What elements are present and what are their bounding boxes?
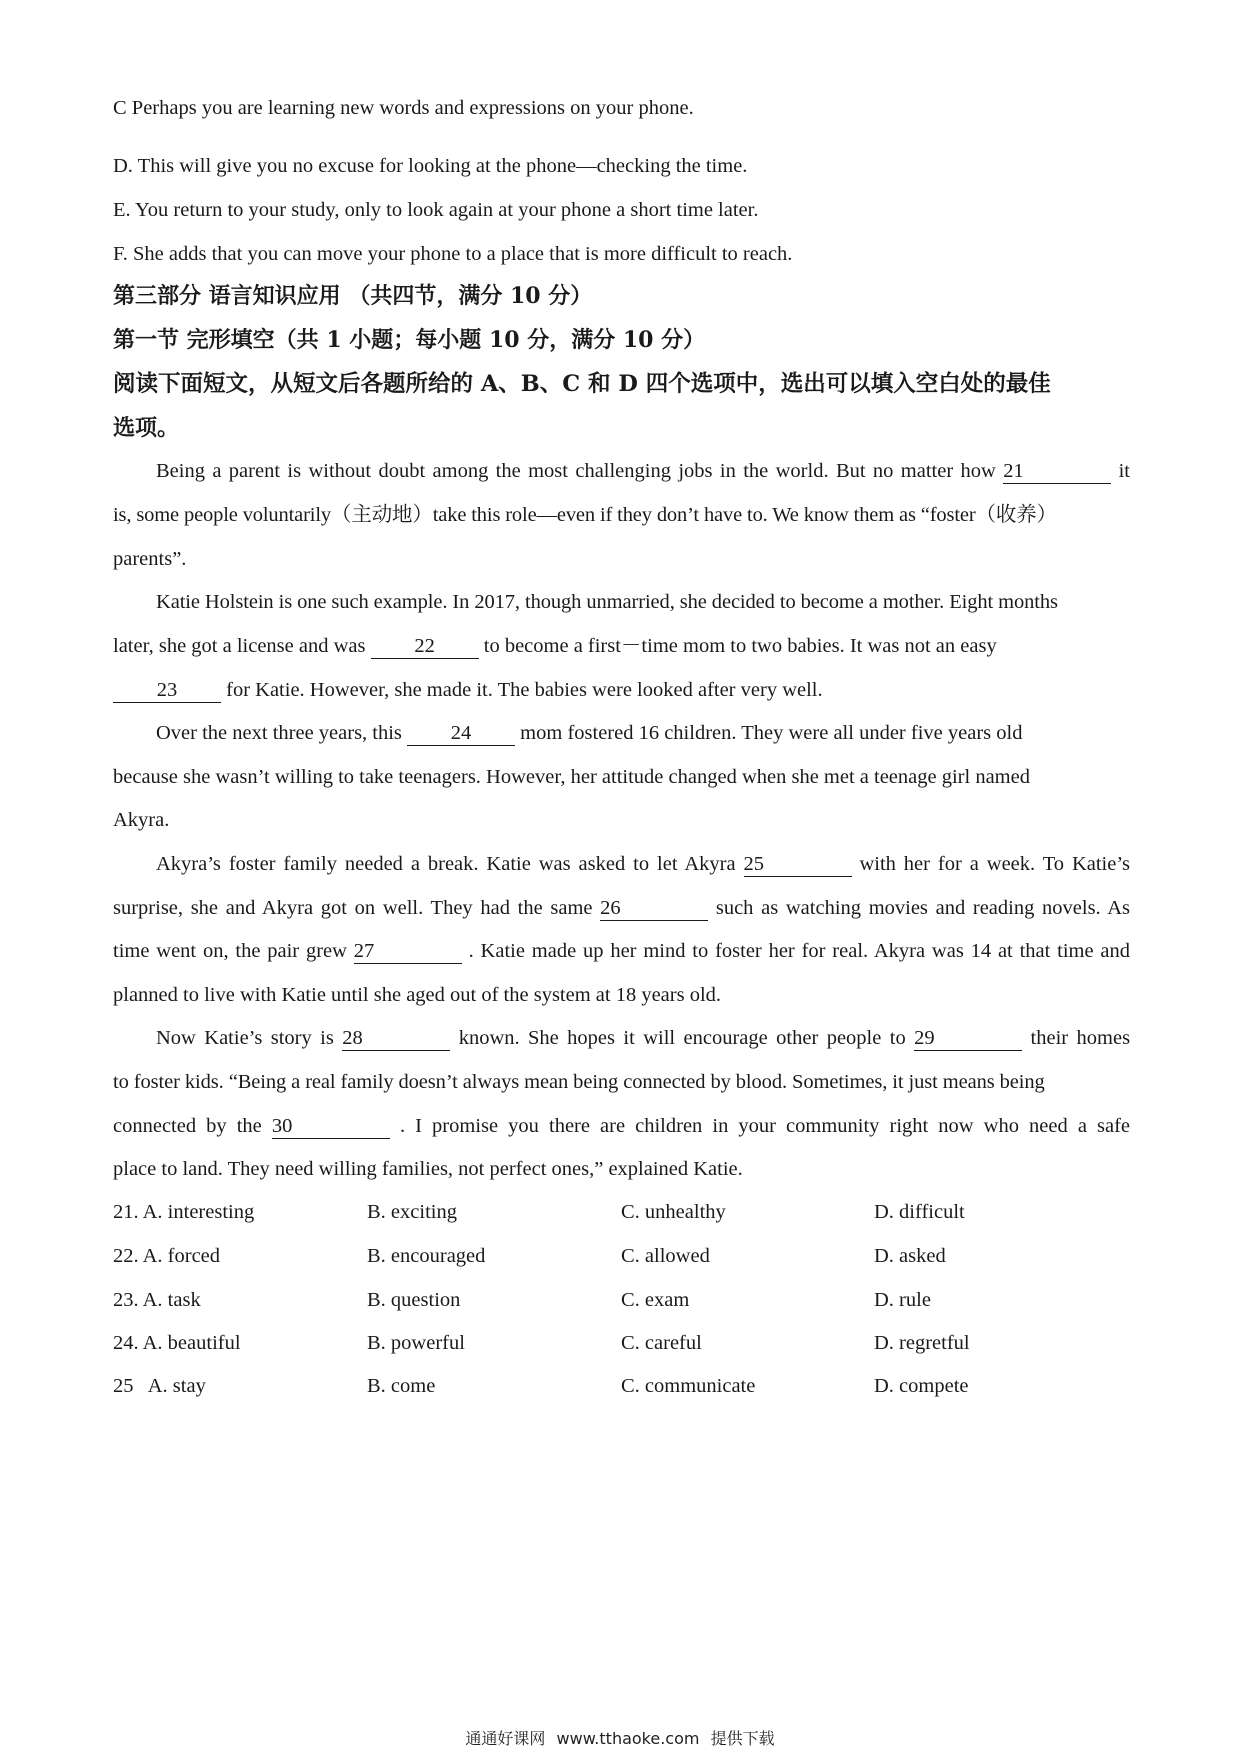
passage-text: connected by the: [113, 1115, 262, 1137]
passage-text: for Katie. However, she made it. The babies were looked after very well.: [226, 679, 823, 701]
section1-heading: 第一节 完形填空（共 1 小题；每小题 10 分，满分 10 分）: [113, 327, 706, 353]
choice-a: 21. A. interesting: [113, 1201, 255, 1223]
question-21: [113, 1198, 1133, 1226]
question-22: [113, 1242, 1133, 1270]
blank-26: 26: [600, 897, 708, 921]
passage-line: is, some people voluntarily（主动地）take this role—even if they don’t have to. We know them as “foster（收养）: [113, 504, 1057, 526]
choice-b: B. come: [367, 1375, 436, 1397]
page-footer: [0, 1726, 1240, 1749]
passage-text: to become a first－time mom to two babies. It was not an easy: [483, 635, 997, 657]
passage-text: it: [1118, 460, 1130, 482]
choice-a: 22. A. forced: [113, 1245, 221, 1267]
passage-line: because she wasn’t willing to take teenagers. However, her attitude changed when she met a teenage girl named: [113, 766, 1030, 788]
option-c: C Perhaps you are learning new words and expressions on your phone.: [113, 97, 694, 119]
passage-line: planned to live with Katie until she aged out of the system at 18 years old.: [113, 984, 722, 1006]
passage-line: place to land. They need willing families, not perfect ones,” explained Katie.: [113, 1158, 743, 1180]
choice-d: D. difficult: [874, 1201, 965, 1223]
blank-23: 23: [113, 679, 221, 703]
passage-line: [113, 938, 1130, 964]
passage-line: [156, 851, 1130, 877]
choice-b: B. powerful: [367, 1332, 465, 1354]
passage-text: Being a parent is without doubt among the most challenging jobs in the world. But no matter how: [156, 460, 996, 482]
passage-line: to foster kids. “Being a real family doesn’t always mean being connected by blood. Sometimes, it just means being: [113, 1071, 1045, 1093]
passage-text: with her for a week. To Katie’s: [859, 853, 1131, 875]
question-25: [113, 1372, 1133, 1400]
choice-d: D. rule: [874, 1289, 931, 1311]
option-e: E. You return to your study, only to look again at your phone a short time later.: [113, 199, 759, 221]
footer-site-name: 通通好课网: [465, 1729, 546, 1748]
choice-c: C. exam: [621, 1289, 690, 1311]
passage-line: [156, 458, 1130, 484]
passage-text: later, she got a license and was: [113, 635, 366, 657]
choice-a: 24. A. beautiful: [113, 1332, 241, 1354]
passage-line: [113, 677, 1130, 703]
footer-suffix: 提供下载: [710, 1729, 775, 1748]
passage-line: [113, 1113, 1130, 1139]
choice-c: C. allowed: [621, 1245, 710, 1267]
passage-text: Akyra’s foster family needed a break. Katie was asked to let Akyra: [156, 853, 736, 875]
choice-b: B. question: [367, 1289, 461, 1311]
question-23: [113, 1286, 1133, 1314]
instruction-line-2: 选项。: [113, 415, 180, 441]
passage-text: . Katie made up her mind to foster her for real. Akyra was 14 at that time and: [468, 940, 1130, 962]
choice-c: C. communicate: [621, 1375, 756, 1397]
passage-text: mom fostered 16 children. They were all under five years old: [520, 722, 1023, 744]
passage-line: Akyra.: [113, 809, 170, 831]
choice-d: D. compete: [874, 1375, 969, 1397]
choice-c: C. careful: [621, 1332, 702, 1354]
passage-line: [156, 720, 1130, 746]
passage-line: [156, 1025, 1130, 1051]
option-f: F. She adds that you can move your phone to a place that is more difficult to reach.: [113, 243, 793, 265]
blank-25: 25: [744, 853, 852, 877]
option-d: D. This will give you no excuse for looking at the phone—checking the time.: [113, 155, 748, 177]
blank-27: 27: [354, 940, 462, 964]
passage-text: Over the next three years, this: [156, 722, 402, 744]
blank-29: 29: [914, 1027, 1022, 1051]
part3-heading: 第三部分 语言知识应用 （共四节，满分 10 分）: [113, 283, 593, 309]
choice-d: D. regretful: [874, 1332, 970, 1354]
blank-22: 22: [371, 635, 479, 659]
blank-24: 24: [407, 722, 515, 746]
choice-c: C. unhealthy: [621, 1201, 726, 1223]
passage-line: [113, 633, 1130, 659]
question-24: [113, 1329, 1133, 1357]
footer-url[interactable]: www.tthaoke.com: [556, 1729, 700, 1748]
passage-text: time went on, the pair grew: [113, 940, 347, 962]
choice-d: D. asked: [874, 1245, 946, 1267]
choice-b: B. encouraged: [367, 1245, 486, 1267]
blank-30: 30: [272, 1115, 390, 1139]
passage-text: known. She hopes it will encourage other people to: [458, 1027, 906, 1049]
blank-28: 28: [342, 1027, 450, 1051]
passage-text: Now Katie’s story is: [156, 1027, 334, 1049]
passage-line: parents”.: [113, 548, 187, 570]
blank-21: 21: [1003, 460, 1111, 484]
choice-b: B. exciting: [367, 1201, 457, 1223]
choice-a: 25 A. stay: [113, 1375, 206, 1397]
passage-text: their homes: [1030, 1027, 1131, 1049]
instruction-line-1: 阅读下面短文，从短文后各题所给的 A、B、C 和 D 四个选项中，选出可以填入空白处的最佳: [113, 371, 1051, 397]
passage-text: such as watching movies and reading novels. As: [715, 897, 1131, 919]
passage-text: . I promise you there are children in your community right now who need a safe: [399, 1115, 1131, 1137]
passage-text: surprise, she and Akyra got on well. They had the same: [113, 897, 593, 919]
passage-line: Katie Holstein is one such example. In 2017, though unmarried, she decided to become a mother. Eight months: [156, 591, 1058, 613]
choice-a: 23. A. task: [113, 1289, 201, 1311]
passage-line: [113, 895, 1130, 921]
